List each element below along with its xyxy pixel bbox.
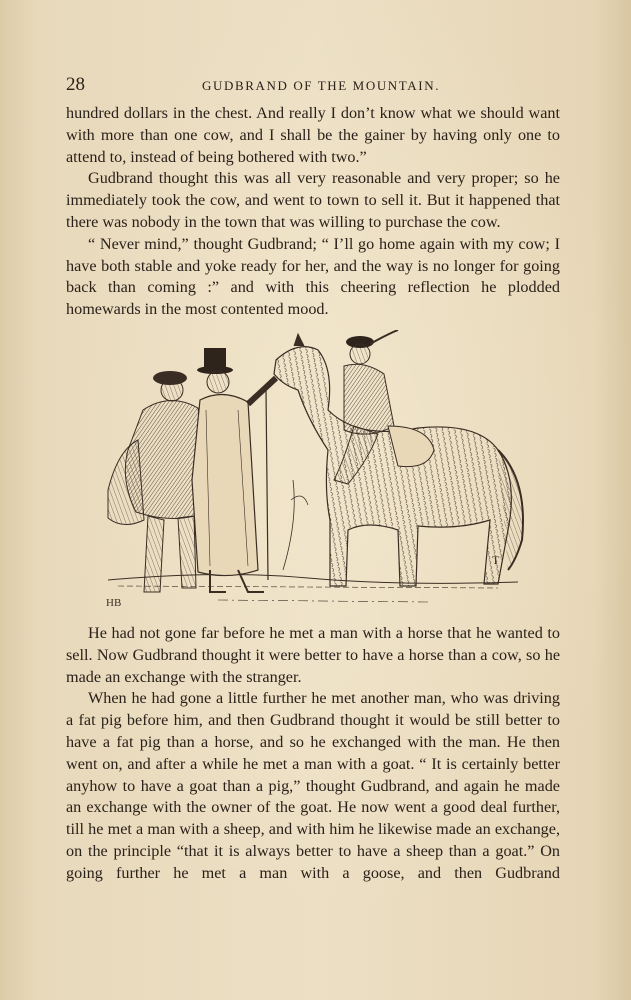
page-header — [66, 74, 560, 96]
text-block-bottom — [66, 623, 560, 885]
paragraph: Gudbrand thought this was all very reasonable and very proper; so he immediately took the cow, and went to town to sell it. But it happened that there was nobody in the town that was willing to purchase the cow. — [66, 169, 560, 231]
running-title: GUDBRAND OF THE MOUNTAIN. — [202, 78, 441, 93]
text-block-top — [66, 103, 560, 321]
paragraph: When he had gone a little further he met another man, who was driving a fat pig before him, and then Gudbrand thought it would be still better to have a fat pig than a horse, and so he exchanged with the man. He then went on, and after a while he met a man with a goat. “ It is certainly better anyhow to have a goat than a pig,” thought Gudbrand, and again he made an exchange with the owner of the goat. He now went a good deal further, till he met a man with a sheep, and with him he likewise made an exchange, on the principle “that it is always better to have a sheep than a goat.” On going further he met a man with a goose, and then Gudbrand — [66, 689, 560, 882]
paragraph: hundred dollars in the chest. And really I don’t know what we should want with more than one cow, and I shall be the gainer by having only one to attend to, instead of being bothered with two.” — [66, 104, 560, 166]
engraver-monogram-right: T — [492, 553, 500, 567]
engraving-illustration — [98, 330, 530, 612]
gudbrand-figure — [192, 348, 276, 592]
page-number: 28 — [66, 74, 85, 95]
engraver-monogram-left: HB — [106, 597, 122, 609]
paragraph: “ Never mind,” thought Gudbrand; “ I’ll go home again with my cow; I have both stable and yoke ready for her, and the way is no longer for going back than coming :” and with this cheering reflection he plodded homewards in the most contented mood. — [66, 234, 560, 319]
paragraph: He had not gone far before he met a man with a horse that he wanted to sell. Now Gudbrand thought it were better to have a horse than a cow, so he made an exchange with the stranger. — [66, 624, 560, 686]
engraving-figure — [98, 330, 530, 612]
